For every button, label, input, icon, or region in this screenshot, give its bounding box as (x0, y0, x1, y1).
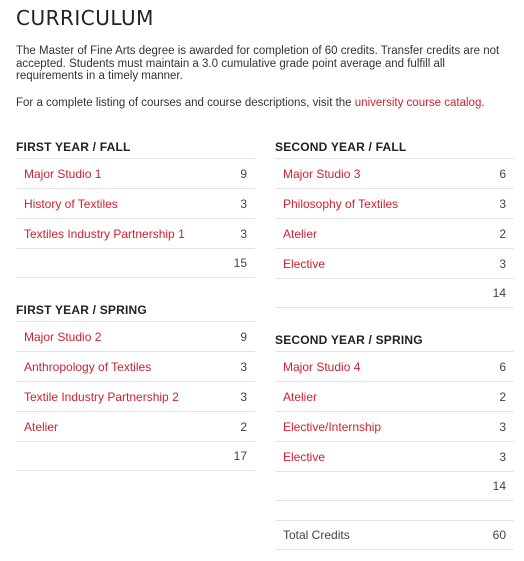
course-credits: 6 (499, 166, 506, 181)
table-row (275, 248, 514, 278)
second-year-spring-heading: SECOND YEAR / SPRING (275, 333, 423, 347)
total-credits-row (275, 520, 514, 550)
course-credits: 2 (240, 419, 247, 434)
course-catalog-link[interactable]: university course catalog (354, 97, 482, 109)
table-row (275, 158, 514, 188)
course-credits: 3 (499, 256, 506, 271)
first-year-fall-heading: FIRST YEAR / FALL (16, 140, 131, 154)
catalog-note-suffix: . (481, 97, 485, 109)
course-credits: 3 (240, 389, 247, 404)
first-year-spring-table (16, 300, 255, 471)
course-link[interactable]: Elective/Internship (283, 419, 382, 434)
subtotal-credits: 14 (492, 286, 506, 300)
table-row (16, 218, 255, 248)
course-credits: 3 (499, 419, 506, 434)
subtotal-credits: 14 (492, 479, 506, 493)
subtotal-credits: 15 (233, 256, 247, 270)
course-credits: 3 (240, 226, 247, 241)
course-credits: 9 (240, 166, 247, 181)
course-link[interactable]: Atelier (24, 419, 59, 434)
table-row (16, 411, 255, 441)
table-row (16, 188, 255, 218)
subtotal-row (16, 248, 255, 278)
table-row (16, 321, 255, 351)
course-credits: 3 (499, 196, 506, 211)
course-link[interactable]: Philosophy of Textiles (283, 196, 399, 211)
course-credits: 9 (240, 329, 247, 344)
total-credits-table (275, 520, 514, 550)
total-credits-label: Total Credits (283, 528, 350, 542)
table-row (275, 351, 514, 381)
course-credits: 3 (499, 449, 506, 464)
second-year-fall-heading: SECOND YEAR / FALL (275, 140, 407, 154)
course-link[interactable]: Textile Industry Partnership 2 (24, 389, 179, 404)
second-year-fall-table (275, 137, 514, 308)
table-row (275, 381, 514, 411)
catalog-note-prefix: For a complete listing of courses and course descriptions, visit the (16, 97, 355, 109)
course-credits: 6 (499, 359, 506, 374)
first-year-fall-table (16, 137, 255, 278)
total-credits-value: 60 (492, 528, 506, 542)
course-link[interactable]: Elective (283, 449, 326, 464)
subtotal-row (16, 441, 255, 471)
subtotal-row (275, 278, 514, 308)
course-credits: 2 (499, 389, 506, 404)
subtotal-row (275, 471, 514, 501)
table-row (16, 158, 255, 188)
intro-text: The Master of Fine Arts degree is awarded for completion of 60 credits. Transfer credits are not accepted. Students must maintain a 3.0 cumulative grade point average and fulfill all requirements in a timely manner. (16, 45, 500, 82)
course-link[interactable]: Textiles Industry Partnership 1 (24, 226, 185, 241)
table-row (275, 441, 514, 471)
table-row (16, 351, 255, 381)
table-row (275, 411, 514, 441)
course-link[interactable]: Atelier (283, 226, 318, 241)
course-link[interactable]: Atelier (283, 389, 318, 404)
course-credits: 3 (240, 359, 247, 374)
course-link[interactable]: Anthropology of Textiles (24, 359, 152, 374)
course-link[interactable]: Major Studio 2 (24, 329, 102, 344)
first-year-spring-heading: FIRST YEAR / SPRING (16, 303, 147, 317)
course-link[interactable]: Major Studio 3 (283, 166, 361, 181)
table-row (16, 381, 255, 411)
course-credits: 2 (499, 226, 506, 241)
course-link[interactable]: Major Studio 1 (24, 166, 102, 181)
course-link[interactable]: Elective (283, 256, 326, 271)
catalog-note (16, 97, 511, 110)
subtotal-credits: 17 (233, 449, 247, 463)
page-title: CURRICULUM (16, 6, 154, 30)
second-year-spring-table (275, 330, 514, 501)
table-row (275, 188, 514, 218)
course-link[interactable]: History of Textiles (24, 196, 118, 211)
course-credits: 3 (240, 196, 247, 211)
course-link[interactable]: Major Studio 4 (283, 359, 361, 374)
table-row (275, 218, 514, 248)
